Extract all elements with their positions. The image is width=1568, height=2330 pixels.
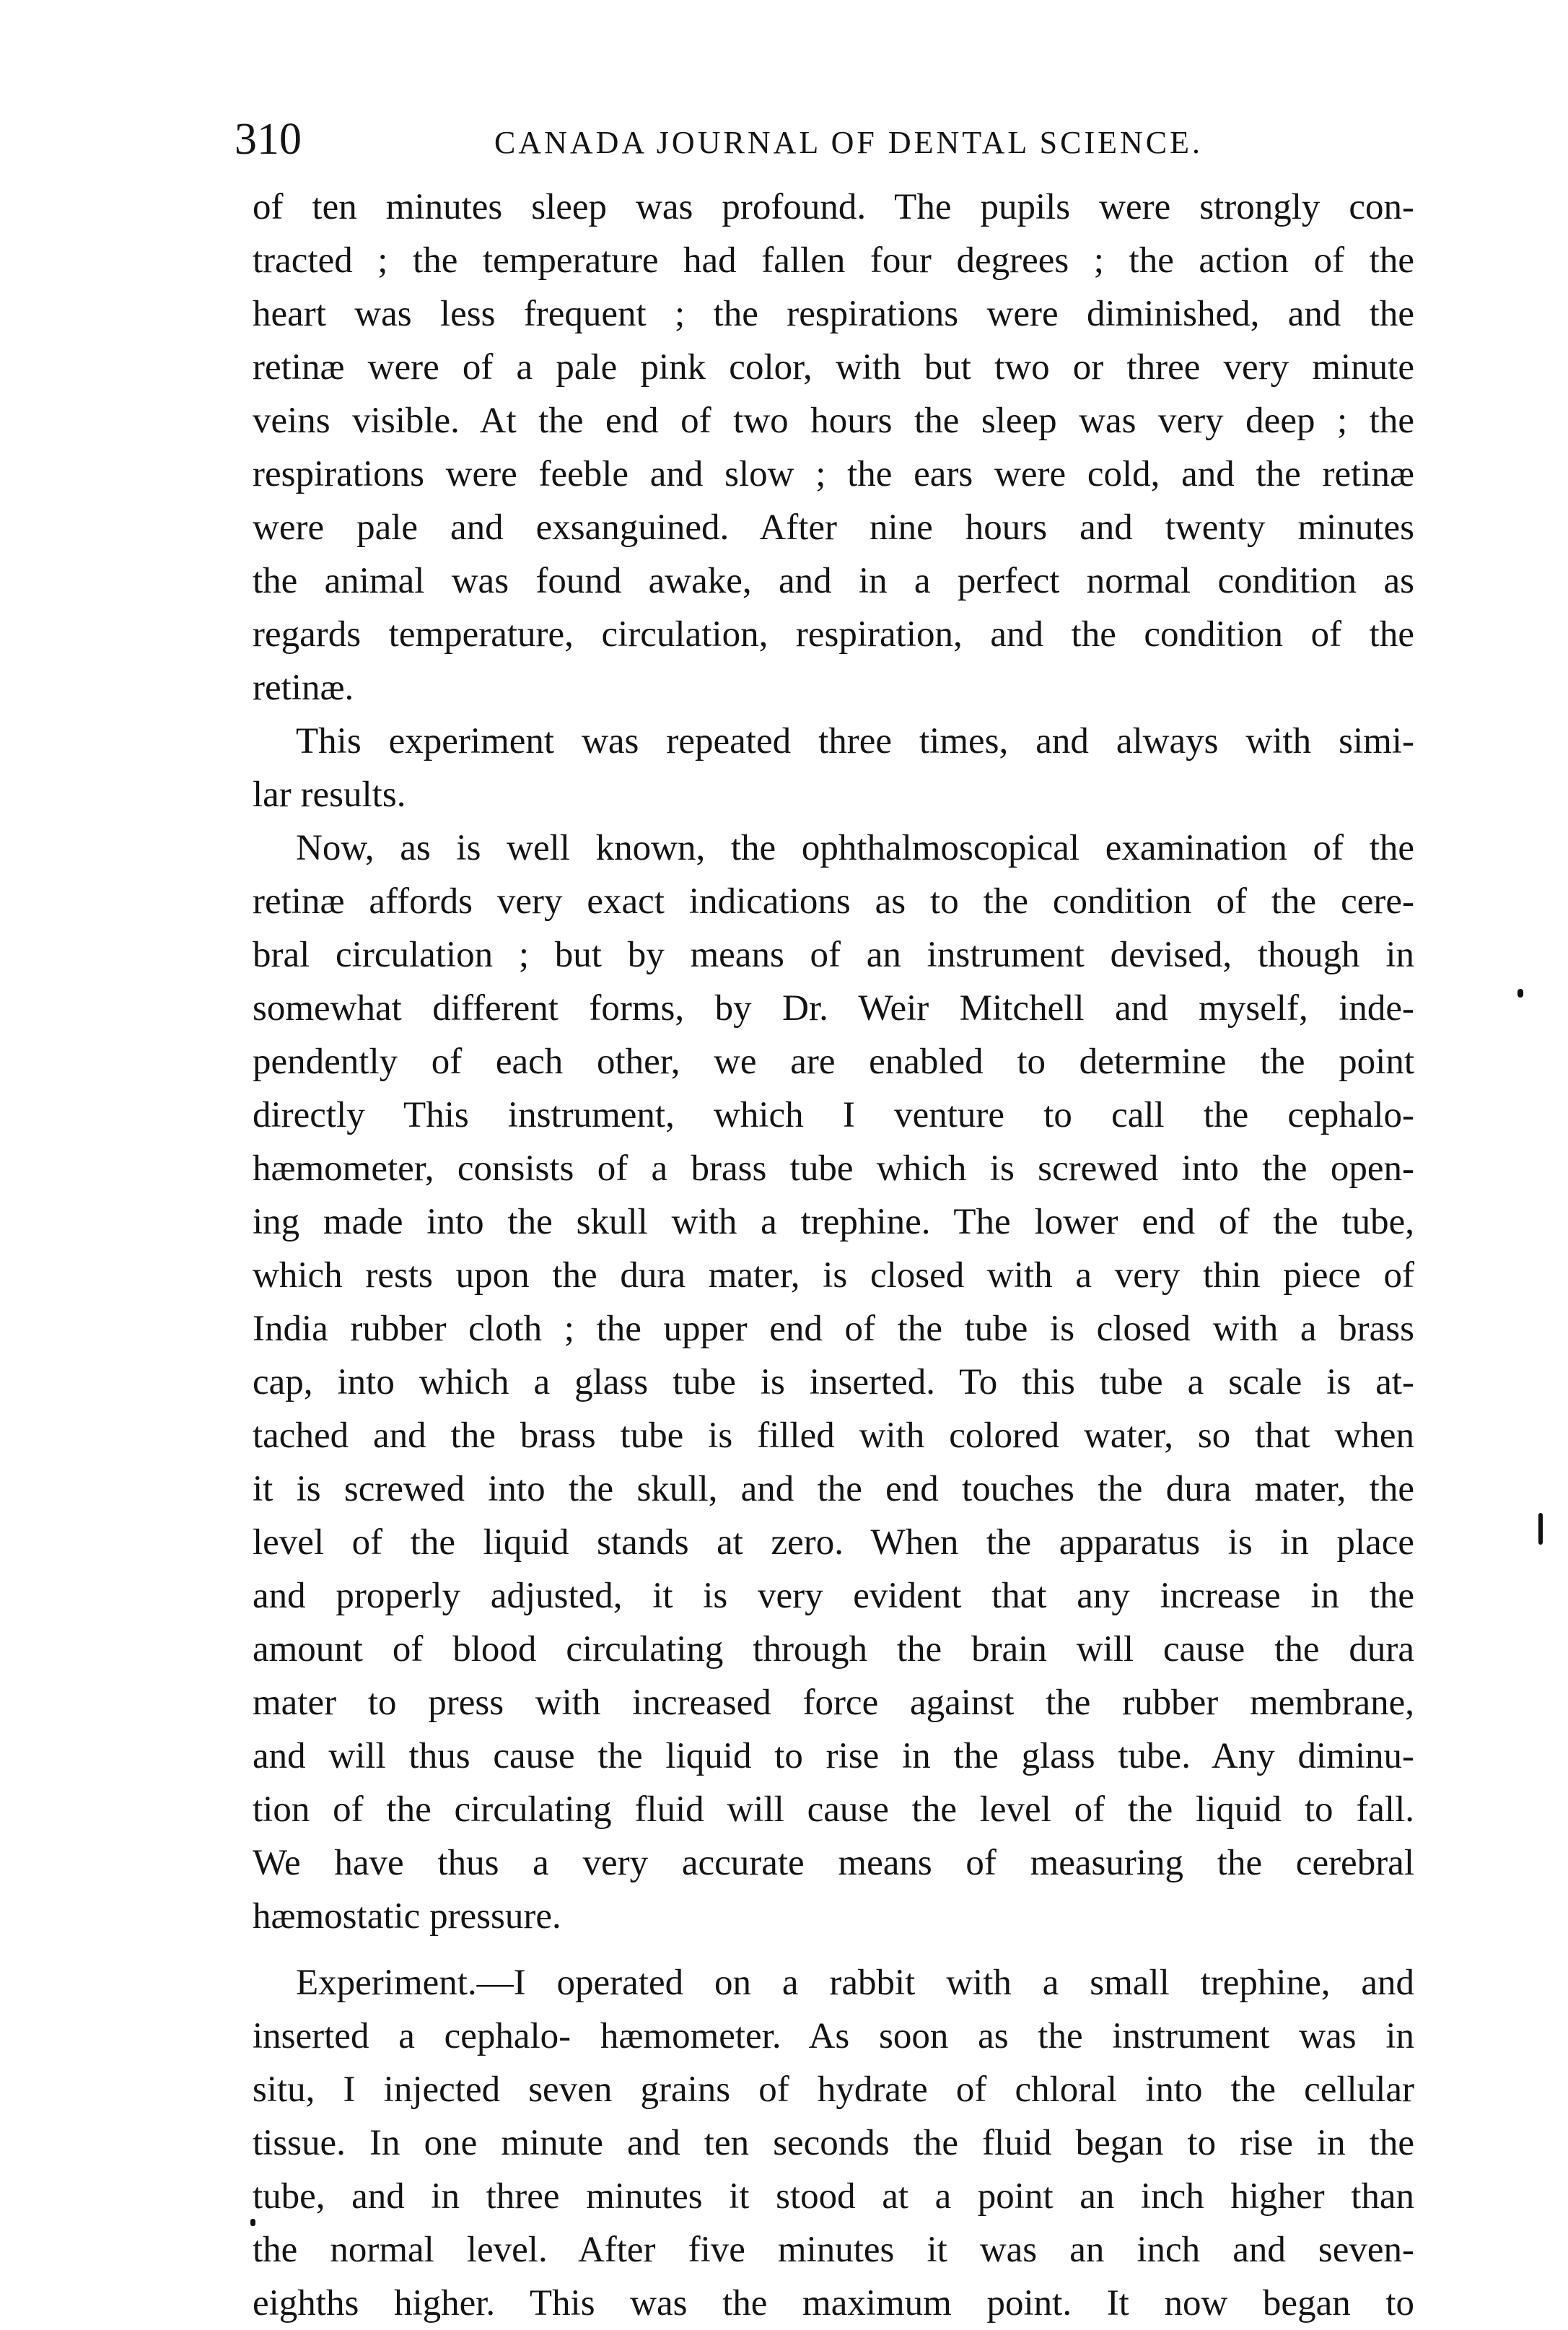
body-text (253, 180, 1414, 2330)
text-line: regards temperature, circulation, respiration, and the condition of the (253, 614, 1414, 655)
text-line: Now, as is well known, the ophthalmoscopical examination of the (296, 828, 1414, 868)
text-line: tached and the brass tube is filled with colored water, so that when (253, 1415, 1414, 1456)
text-line: somewhat different forms, by Dr. Weir Mitchell and myself, inde- (253, 988, 1414, 1029)
text-line: lar results. (253, 775, 406, 815)
text-line: retinæ affords very exact indications as to the condition of the cere- (253, 881, 1414, 922)
text-line: tracted ; the temperature had fallen four degrees ; the action of the (253, 240, 1414, 281)
text-line: ing made into the skull with a trephine. The lower end of the tube, (253, 1202, 1414, 1242)
text-line: of ten minutes sleep was profound. The pupils were strongly con- (253, 187, 1414, 227)
text-line: This experiment was repeated three times, and always with simi- (296, 721, 1414, 762)
text-line: amount of blood circulating through the brain will cause the dura (253, 1629, 1414, 1670)
paragraph-3 (253, 821, 1414, 1943)
text-line: India rubber cloth ; the upper end of the tube is closed with a brass (253, 1309, 1414, 1349)
scan-speck (250, 2219, 255, 2226)
text-line: retinæ. (253, 668, 354, 708)
text-line: cap, into which a glass tube is inserted. To this tube a scale is at- (253, 1362, 1414, 1402)
text-line: tube, and in three minutes it stood at a point an inch higher than (253, 2176, 1414, 2217)
text-line: were pale and exsanguined. After nine hours and twenty minutes (253, 507, 1414, 548)
text-line: We have thus a very accurate means of measuring the cerebral (253, 1843, 1414, 1883)
text-line: the animal was found awake, and in a perfect normal condition as (253, 561, 1414, 601)
text-line: which rests upon the dura mater, is closed with a very thin piece of (253, 1255, 1414, 1296)
text-line: hæmostatic pressure. (253, 1896, 561, 1937)
text-line: mater to press with increased force against the rubber membrane, (253, 1683, 1414, 1723)
text-line: respirations were feeble and slow ; the ears were cold, and the retinæ (253, 454, 1414, 494)
text-line: situ, I injected seven grains of hydrate of chloral into the cellular (253, 2069, 1414, 2110)
text-line: inserted a cephalo- hæmometer. As soon as the instrument was in (253, 2016, 1414, 2056)
page-header (235, 114, 1407, 165)
running-head: CANADA JOURNAL OF DENTAL SCIENCE. (494, 125, 1204, 160)
text-line: it is screwed into the skull, and the end touches the dura mater, the (253, 1469, 1414, 1509)
text-line: directly This instrument, which I venture to call the cephalo- (253, 1095, 1414, 1135)
text-line: tissue. In one minute and ten seconds the fluid began to rise in the (253, 2123, 1414, 2163)
paragraph-2 (253, 715, 1414, 821)
text-line: veins visible. At the end of two hours the sleep was very deep ; the (253, 401, 1414, 441)
text-line: and will thus cause the liquid to rise in the glass tube. Any diminu- (253, 1736, 1414, 1776)
text-line: hæmometer, consists of a brass tube which is screwed into the open- (253, 1148, 1414, 1189)
text-line: Experiment.—I operated on a rabbit with a small trephine, and (296, 1963, 1414, 2003)
text-line: retinæ were of a pale pink color, with but two or three very minute (253, 347, 1414, 388)
paragraph-4 (253, 1956, 1414, 2330)
text-line: pendently of each other, we are enabled to determine the point (253, 1042, 1414, 1082)
text-line: bral circulation ; but by means of an instrument devised, though in (253, 935, 1414, 975)
scan-speck (1538, 1513, 1543, 1545)
paragraph-1 (253, 180, 1414, 715)
paragraph-gap (253, 1943, 1414, 1956)
text-line: level of the liquid stands at zero. When the apparatus is in place (253, 1522, 1414, 1563)
text-line: the normal level. After five minutes it was an inch and seven- (253, 2230, 1414, 2270)
text-line: and properly adjusted, it is very evident that any increase in the (253, 1576, 1414, 1616)
scan-speck (1517, 989, 1523, 998)
text-line: tion of the circulating fluid will cause the level of the liquid to fall. (253, 1789, 1414, 1830)
text-line: eighths higher. This was the maximum point. It now began to (253, 2283, 1414, 2324)
page-number: 310 (235, 115, 302, 164)
text-line: heart was less frequent ; the respirations were diminished, and the (253, 294, 1414, 334)
